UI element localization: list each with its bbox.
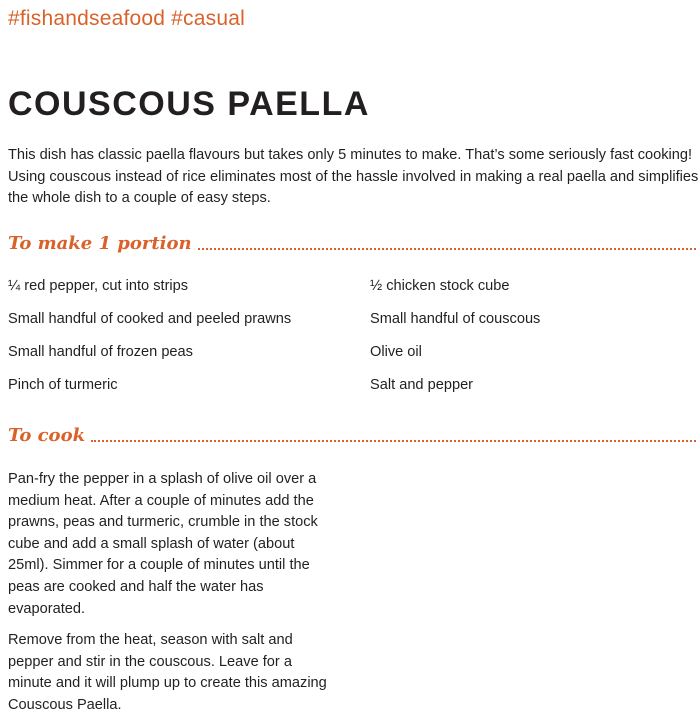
dotted-divider [91,440,696,442]
method-step: Pan-fry the pepper in a splash of olive oil over a medium heat. After a couple of minutes add the prawns, peas and turmeric, crumble in the stock cube and add a small splash of water (about 25ml). Simmer for a couple of minutes until the peas are cooked and half the water has evaporated. [8,471,318,617]
portion-section-header [8,229,696,255]
method-step: Remove from the heat, season with salt and pepper and stir in the couscous. Leave for a minute and it will plump up to create this amazing Couscous Paella. [8,632,327,713]
ingredient-item: Salt and pepper [370,377,474,393]
ingredient-item: ¼ red pepper, cut into strips [8,278,189,294]
cook-section-header [8,421,696,447]
recipe-tags: #fishandseafood #casual [8,7,245,30]
ingredient-item: Small handful of cooked and peeled prawns [8,311,292,327]
ingredient-item: Small handful of frozen peas [8,344,193,360]
portion-heading: To make 1 portion [8,233,192,254]
method-text [8,469,338,727]
dotted-divider [198,248,696,250]
cook-heading: To cook [8,425,86,446]
ingredient-item: Pinch of turmeric [8,377,118,393]
recipe-intro: This dish has classic paella flavours but takes only 5 minutes to make. That’s some seriously fast cooking! Using couscous instead of rice eliminates most of the hassle involved in making a real paella and simplifies the whole dish to a couple of easy steps. [8,147,699,206]
ingredient-item: Olive oil [370,344,422,360]
ingredient-item: Small handful of couscous [370,311,541,327]
ingredient-item: ½ chicken stock cube [370,278,510,294]
recipe-title: COUSCOUS PAELLA [8,85,370,123]
